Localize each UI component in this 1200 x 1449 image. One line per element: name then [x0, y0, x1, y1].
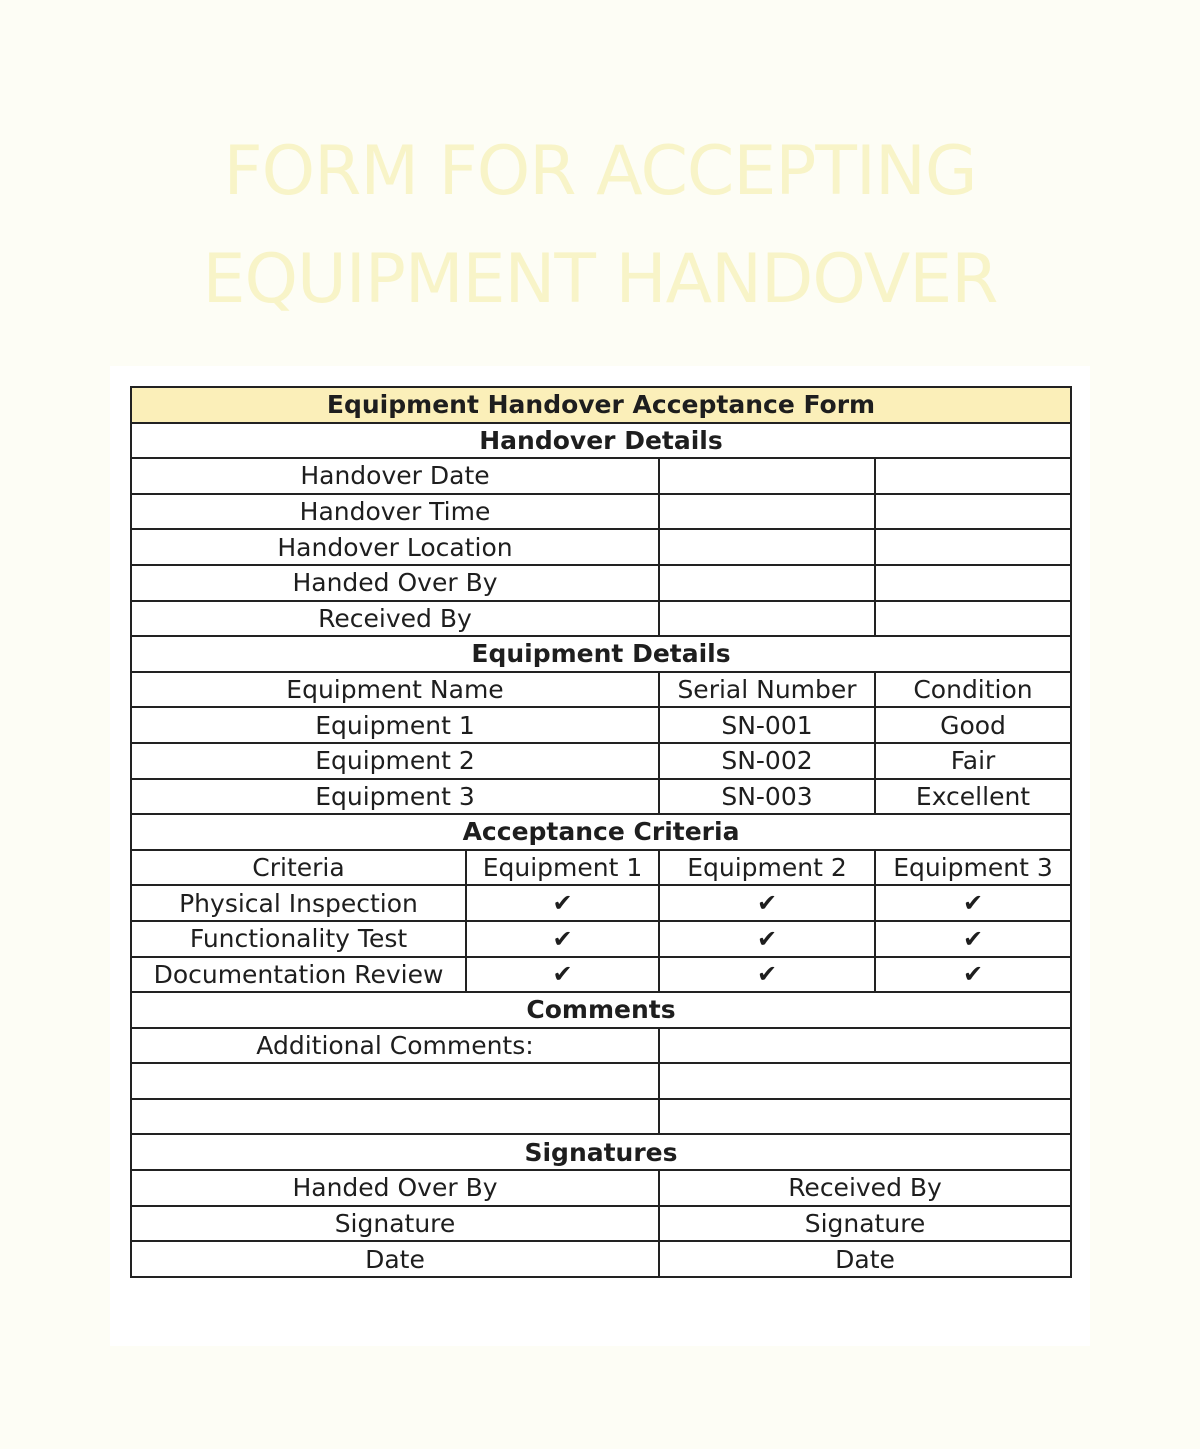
equipment-row — [131, 779, 1071, 815]
equipment-row — [131, 707, 1071, 743]
handover-extra-cell[interactable] — [875, 565, 1071, 601]
signature-row — [131, 1206, 1071, 1242]
condition: Excellent — [875, 779, 1071, 815]
comments-row — [131, 1063, 1071, 1099]
comments-row — [131, 1099, 1071, 1135]
handover-value-cell[interactable] — [659, 529, 875, 565]
checkmark-icon[interactable]: ✔ — [875, 921, 1071, 957]
form-title: Equipment Handover Acceptance Form — [131, 387, 1071, 423]
handover-label: Handover Time — [131, 494, 659, 530]
checkmark-icon[interactable]: ✔ — [659, 921, 875, 957]
date-field[interactable]: Date — [659, 1241, 1071, 1277]
signatures-heading: Signatures — [131, 1134, 1071, 1170]
handover-extra-cell[interactable] — [875, 529, 1071, 565]
handover-value-cell[interactable] — [659, 565, 875, 601]
serial-number: SN-002 — [659, 743, 875, 779]
column-header: Criteria — [131, 850, 466, 886]
condition: Good — [875, 707, 1071, 743]
column-header: Serial Number — [659, 672, 875, 708]
equipment-header-row — [131, 672, 1071, 708]
acceptance-criteria-heading: Acceptance Criteria — [131, 814, 1071, 850]
comments-heading: Comments — [131, 992, 1071, 1028]
serial-number: SN-003 — [659, 779, 875, 815]
criteria-row — [131, 885, 1071, 921]
signature-row — [131, 1170, 1071, 1206]
handover-extra-cell[interactable] — [875, 458, 1071, 494]
handover-label: Handed Over By — [131, 565, 659, 601]
signature-field[interactable]: Signature — [131, 1206, 659, 1242]
additional-comments-label: Additional Comments: — [131, 1028, 659, 1064]
signature-field[interactable]: Signature — [659, 1206, 1071, 1242]
signature-row — [131, 1241, 1071, 1277]
form-title-row — [131, 387, 1071, 423]
comments-field[interactable] — [659, 1099, 1071, 1135]
handover-row — [131, 529, 1071, 565]
equipment-row — [131, 743, 1071, 779]
handover-label: Handover Location — [131, 529, 659, 565]
checkmark-icon[interactable]: ✔ — [659, 957, 875, 993]
page-title-line-2: EQUIPMENT HANDOVER — [202, 240, 998, 319]
received-by-label: Received By — [659, 1170, 1071, 1206]
comments-field[interactable] — [131, 1099, 659, 1135]
page-title-line-1: FORM FOR ACCEPTING — [223, 132, 977, 211]
serial-number: SN-001 — [659, 707, 875, 743]
acceptance-form-table — [130, 386, 1072, 1278]
handover-extra-cell[interactable] — [875, 494, 1071, 530]
column-header: Equipment 2 — [659, 850, 875, 886]
column-header: Equipment Name — [131, 672, 659, 708]
handover-row — [131, 565, 1071, 601]
handover-value-cell[interactable] — [659, 458, 875, 494]
section-header-row — [131, 1134, 1071, 1170]
section-header-row — [131, 814, 1071, 850]
checkmark-icon[interactable]: ✔ — [466, 957, 659, 993]
criteria-label: Documentation Review — [131, 957, 466, 993]
handover-row — [131, 601, 1071, 637]
comments-field[interactable] — [659, 1063, 1071, 1099]
checkmark-icon[interactable]: ✔ — [875, 885, 1071, 921]
equipment-details-heading: Equipment Details — [131, 636, 1071, 672]
column-header: Condition — [875, 672, 1071, 708]
criteria-header-row — [131, 850, 1071, 886]
handover-extra-cell[interactable] — [875, 601, 1071, 637]
criteria-label: Physical Inspection — [131, 885, 466, 921]
equipment-name: Equipment 3 — [131, 779, 659, 815]
comments-field[interactable] — [131, 1063, 659, 1099]
checkmark-icon[interactable]: ✔ — [466, 921, 659, 957]
handed-over-by-label: Handed Over By — [131, 1170, 659, 1206]
date-field[interactable]: Date — [131, 1241, 659, 1277]
handover-value-cell[interactable] — [659, 494, 875, 530]
equipment-name: Equipment 1 — [131, 707, 659, 743]
checkmark-icon[interactable]: ✔ — [466, 885, 659, 921]
criteria-row — [131, 921, 1071, 957]
checkmark-icon[interactable]: ✔ — [659, 885, 875, 921]
section-header-row — [131, 423, 1071, 459]
handover-value-cell[interactable] — [659, 601, 875, 637]
column-header: Equipment 3 — [875, 850, 1071, 886]
handover-details-heading: Handover Details — [131, 423, 1071, 459]
handover-label: Handover Date — [131, 458, 659, 494]
column-header: Equipment 1 — [466, 850, 659, 886]
comments-field[interactable] — [659, 1028, 1071, 1064]
criteria-row — [131, 957, 1071, 993]
condition: Fair — [875, 743, 1071, 779]
handover-row — [131, 458, 1071, 494]
handover-row — [131, 494, 1071, 530]
criteria-label: Functionality Test — [131, 921, 466, 957]
comments-row — [131, 1028, 1071, 1064]
section-header-row — [131, 636, 1071, 672]
section-header-row — [131, 992, 1071, 1028]
checkmark-icon[interactable]: ✔ — [875, 957, 1071, 993]
equipment-name: Equipment 2 — [131, 743, 659, 779]
handover-label: Received By — [131, 601, 659, 637]
page-title — [0, 118, 1200, 334]
